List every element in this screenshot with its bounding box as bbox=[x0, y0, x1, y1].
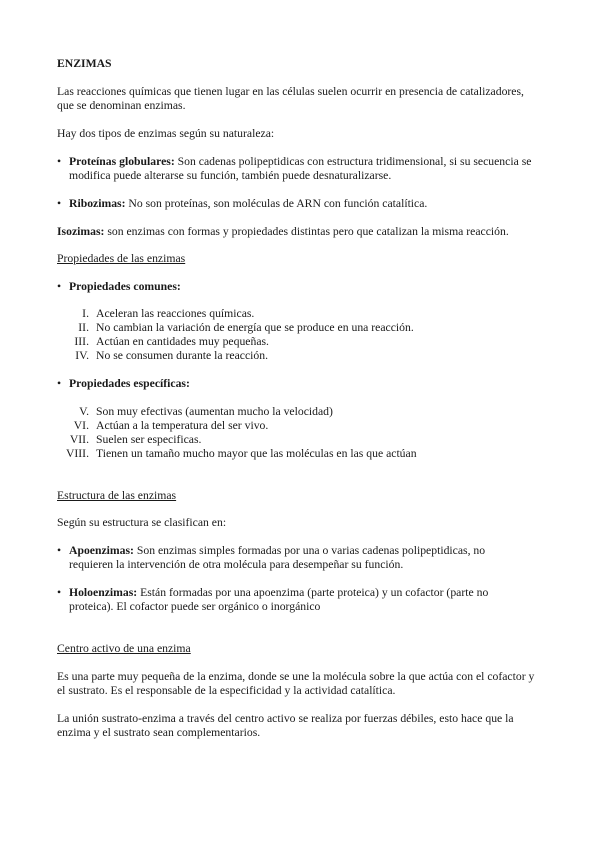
list-item bbox=[57, 155, 547, 183]
roman-numeral: III. bbox=[74, 335, 89, 348]
roman-numeral: VII. bbox=[69, 433, 89, 446]
bullet-icon: • bbox=[57, 280, 62, 293]
roman-numeral: VI. bbox=[73, 419, 89, 432]
bullet-icon: • bbox=[57, 155, 62, 168]
document-title: ENZIMAS bbox=[57, 57, 112, 70]
common-properties-label: Propiedades comunes: bbox=[69, 280, 181, 293]
intro-paragraph: Las reacciones químicas que tienen lugar en las células suelen ocurrir en presencia de catalizadores, que se denominan enzimas. bbox=[57, 85, 524, 112]
list-item-text: Son muy efectivas (aumentan mucho la velocidad) bbox=[96, 405, 333, 418]
roman-numeral: IV. bbox=[75, 349, 89, 362]
term-text: No son proteínas, son moléculas de ARN con función catalítica. bbox=[125, 197, 428, 210]
list-item-text: No cambian la variación de energía que se produce en una reacción. bbox=[96, 321, 414, 334]
term-label: Proteínas globulares: bbox=[69, 155, 175, 168]
bullet-icon: • bbox=[57, 197, 62, 210]
term-label: Isozimas: bbox=[57, 225, 105, 238]
term-text: Son cadenas polipeptidicas con estructura tridimensional, si su secuencia se modifica puede alterarse su función, también puede desnaturalizarse. bbox=[69, 155, 532, 182]
list-item bbox=[57, 197, 547, 211]
list-item-text: Actúan en cantidades muy pequeñas. bbox=[96, 335, 269, 348]
section-heading-propiedades: Propiedades de las enzimas bbox=[57, 252, 186, 265]
bullet-icon: • bbox=[57, 544, 62, 557]
term-text: Son enzimas simples formadas por una o varias cadenas polipeptidicas, no requieren la intervención de otra molécula para desempeñar su función. bbox=[69, 544, 486, 571]
list-item bbox=[57, 544, 547, 572]
term-label: Ribozimas: bbox=[69, 197, 126, 210]
list-item-text: No se consumen durante la reacción. bbox=[96, 349, 268, 362]
active-site-paragraph-1: Es una parte muy pequeña de la enzima, donde se une la molécula sobre la que actúa con el cofactor y el sustrato. Es el responsable de la especificidad y la actividad catalítica. bbox=[57, 670, 535, 697]
term-text: Están formadas por una apoenzima (parte proteica) y un cofactor (parte no proteica). El cofactor puede ser orgánico o inorgánico bbox=[69, 586, 489, 613]
specific-properties-label: Propiedades específicas: bbox=[69, 377, 190, 390]
section-heading-estructura: Estructura de las enzimas bbox=[57, 489, 177, 502]
list-item-text: Aceleran las reacciones químicas. bbox=[96, 307, 255, 320]
roman-numeral: I. bbox=[82, 307, 89, 320]
active-site-paragraph-2: La unión sustrato-enzima a través del centro activo se realiza por fuerzas débiles, esto hace que la enzima y el sustrato sean complementarios. bbox=[57, 712, 514, 739]
list-item-text: Suelen ser especificas. bbox=[96, 433, 202, 446]
term-label: Apoenzimas: bbox=[69, 544, 134, 557]
roman-numeral: V. bbox=[79, 405, 89, 418]
bullet-icon: • bbox=[57, 377, 62, 390]
term-text: son enzimas con formas y propiedades distintas pero que catalizan la misma reacción. bbox=[104, 225, 509, 238]
structure-intro: Según su estructura se clasifican en: bbox=[57, 516, 227, 529]
list-item-text: Actúan a la temperatura del ser vivo. bbox=[96, 419, 269, 432]
section-heading-centro-activo: Centro activo de una enzima bbox=[57, 642, 191, 655]
list-item bbox=[57, 377, 547, 391]
term-label: Holoenzimas: bbox=[69, 586, 138, 599]
roman-numeral: II. bbox=[78, 321, 89, 334]
roman-numeral: VIII. bbox=[65, 447, 89, 460]
list-item bbox=[57, 280, 547, 294]
bullet-icon: • bbox=[57, 586, 62, 599]
types-intro: Hay dos tipos de enzimas según su naturaleza: bbox=[57, 127, 275, 140]
list-item bbox=[57, 586, 547, 614]
list-item-text: Tienen un tamaño mucho mayor que las moléculas en las que actúan bbox=[96, 447, 417, 460]
isozimas-paragraph bbox=[57, 225, 557, 239]
